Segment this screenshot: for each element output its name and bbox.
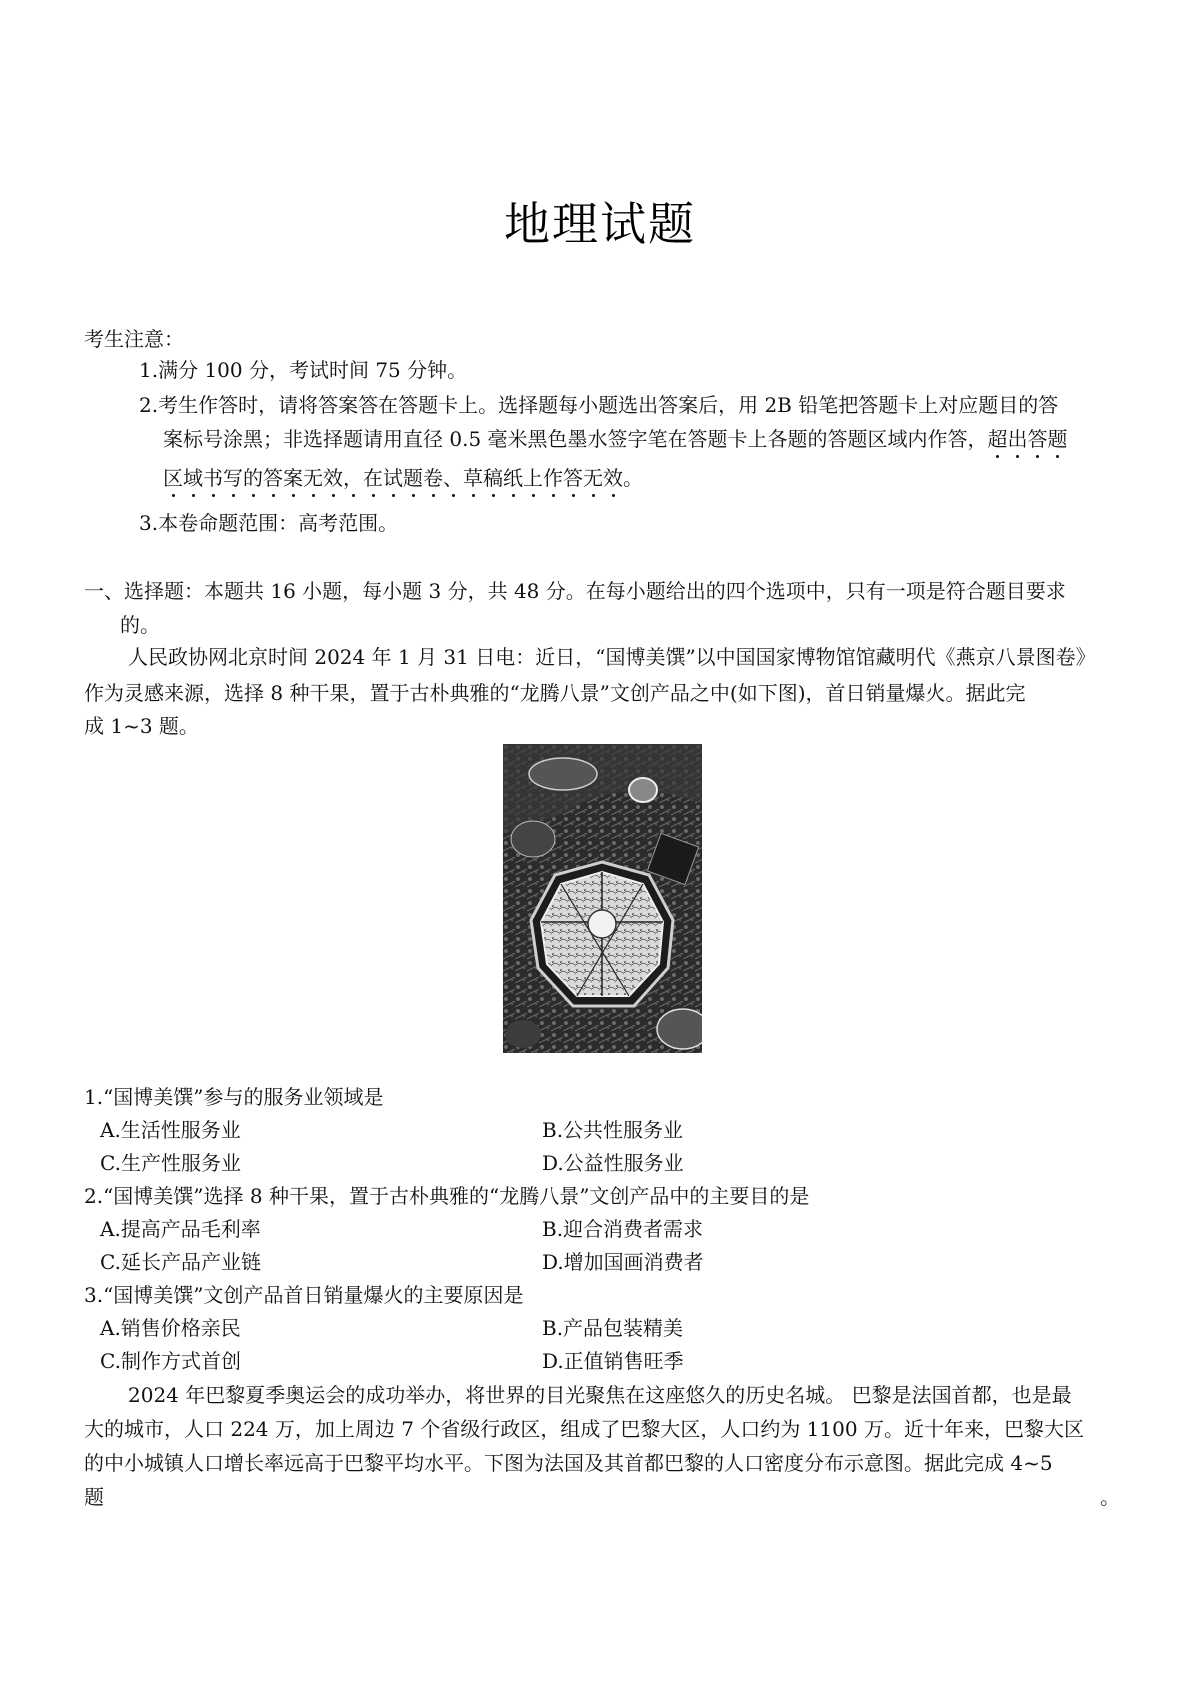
emphasis-char: 案 <box>283 466 303 490</box>
question-3-option-d[interactable]: D.正值销售旺季 <box>542 1349 684 1373</box>
question-2-option-b[interactable]: B.迎合消费者需求 <box>542 1217 704 1241</box>
passage-2-line-4: 题 <box>84 1485 104 1509</box>
notice-item-3: 3.本卷命题范围：高考范围。 <box>139 511 399 535</box>
question-1-option-c[interactable]: C.生产性服务业 <box>100 1151 241 1175</box>
notice-item-2-line-1: 2.考生作答时，请将答案答在答题卡上。选择题每小题选出答案后，用 2B 铅笔把答题卡上对应题目的答 <box>139 393 1059 417</box>
intro-line-3: 成 1~3 题。 <box>84 714 199 738</box>
question-3-option-b[interactable]: B.产品包装精美 <box>542 1316 684 1340</box>
intro-line-1: 人民政协网北京时间 2024 年 1 月 31 日电：近日，“国博美馔”以中国国家博物馆馆藏明代《燕京八景图卷》 <box>128 645 1096 669</box>
passage-2-line-2: 大的城市，人口 224 万，加上周边 7 个省级行政区，组成了巴黎大区，人口约为 1100 万。近十年来，巴黎大区 <box>84 1417 1084 1441</box>
emphasis-char: ， <box>343 466 363 490</box>
emphasis-char: 写 <box>223 466 243 490</box>
intro-line-2: 作为灵感来源，选择 8 种干果，置于古朴典雅的“龙腾八景”文创产品之中(如下图)，首日销量爆火。据此完 <box>84 681 1026 705</box>
question-2-option-d[interactable]: D.增加国画消费者 <box>542 1250 704 1274</box>
emphasis-dotted-text <box>163 466 623 490</box>
notice-item-1: 1.满分 100 分，考试时间 75 分钟。 <box>139 358 468 382</box>
question-2-option-a[interactable]: A.提高产品毛利率 <box>100 1217 261 1241</box>
emphasis-char: 答 <box>563 466 583 490</box>
emphasis-char: 出 <box>1007 427 1028 451</box>
emphasis-char: 稿 <box>483 466 503 490</box>
question-1-stem: 1.“国博美馔”参与的服务业领域是 <box>84 1085 384 1109</box>
product-photo <box>503 744 702 1053</box>
section-1-heading: 一、选择题：本题共 16 小题，每小题 3 分，共 48 分。在每小题给出的四个选项中，只有一项是符合题目要求 <box>84 579 1066 603</box>
emphasis-char: 题 <box>403 466 423 490</box>
question-3-option-c[interactable]: C.制作方式首创 <box>100 1349 241 1373</box>
notice-item-2-line-3 <box>163 465 643 491</box>
passage-2-line-3: 的中小城镇人口增长率远高于巴黎平均水平。下图为法国及其首都巴黎的人口密度分布示意图。据此完成 4~5 <box>84 1451 1053 1475</box>
question-1-option-a[interactable]: A.生活性服务业 <box>100 1118 241 1142</box>
emphasis-char: 的 <box>243 466 263 490</box>
question-3-stem: 3.“国博美馔”文创产品首日销量爆火的主要原因是 <box>84 1283 524 1307</box>
emphasis-dotted-text <box>988 427 1068 451</box>
emphasis-char: 纸 <box>503 466 523 490</box>
emphasis-char: 超 <box>987 427 1008 451</box>
emphasis-char: 书 <box>203 466 223 490</box>
page-title: 地理试题 <box>504 197 696 251</box>
emphasis-char: 草 <box>463 466 483 490</box>
passage-2-line-1: 2024 年巴黎夏季奥运会的成功举办，将世界的目光聚焦在这座悠久的历史名城。 巴黎是法国首都，也是最 <box>128 1383 1072 1407</box>
emphasis-char: 无 <box>303 466 323 490</box>
octagonal-box-image <box>503 744 702 1053</box>
emphasis-char: 效 <box>323 466 343 490</box>
emphasis-char: 答 <box>263 466 283 490</box>
emphasis-char: 、 <box>443 466 463 490</box>
question-3-option-a[interactable]: A.销售价格亲民 <box>100 1316 241 1340</box>
emphasis-char: 上 <box>523 466 543 490</box>
question-2-stem: 2.“国博美馔”选择 8 种干果，置于古朴典雅的“龙腾八景”文创产品中的主要目的是 <box>84 1184 810 1208</box>
emphasis-char: 作 <box>543 466 563 490</box>
passage-2-line-4-end: 。 <box>1100 1485 1120 1509</box>
question-1-option-b[interactable]: B.公共性服务业 <box>542 1118 684 1142</box>
emphasis-char: 卷 <box>423 466 443 490</box>
emphasis-char: 试 <box>383 466 403 490</box>
emphasis-char: 题 <box>1047 427 1068 451</box>
notice-item-2-line-3-end: 。 <box>623 466 643 490</box>
emphasis-char: 答 <box>1027 427 1048 451</box>
emphasis-char: 效 <box>603 466 623 490</box>
notice-item-2-line-2-text: 案标号涂黑；非选择题请用直径 0.5 毫米黑色墨水签字笔在答题卡上各题的答题区域内作答， <box>163 427 988 451</box>
question-1-option-d[interactable]: D.公益性服务业 <box>542 1151 684 1175</box>
emphasis-char: 域 <box>183 466 203 490</box>
question-2-option-c[interactable]: C.延长产品产业链 <box>100 1250 261 1274</box>
emphasis-char: 在 <box>363 466 383 490</box>
emphasis-char: 区 <box>163 466 183 490</box>
notice-item-2-line-2 <box>163 426 1068 452</box>
emphasis-char: 无 <box>583 466 603 490</box>
section-1-heading-cont: 的。 <box>120 613 160 637</box>
notice-heading: 考生注意： <box>84 327 184 351</box>
